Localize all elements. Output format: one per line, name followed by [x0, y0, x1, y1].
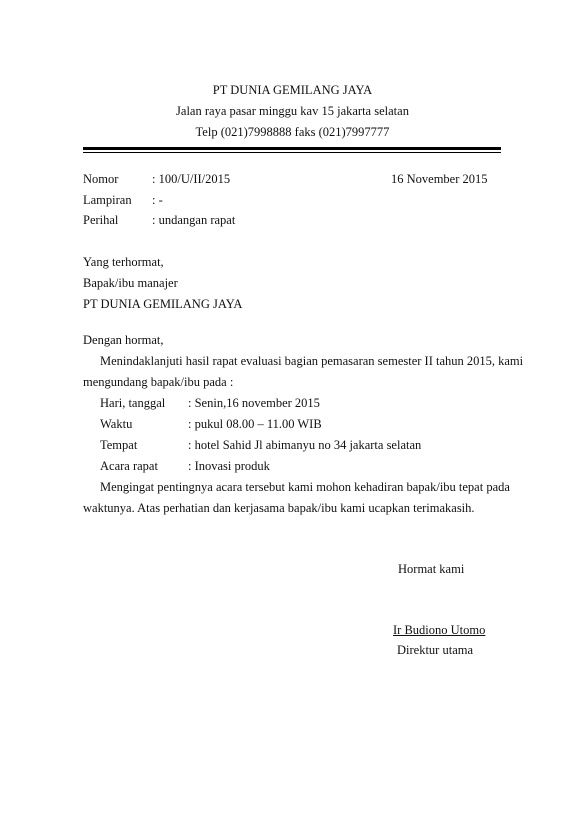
greeting: Dengan hormat, — [83, 333, 164, 347]
detail-value: : Inovasi produk — [188, 459, 270, 473]
paragraph-2-line-2: waktunya. Atas perhatian dan kerjasama bapak/ibu kami ucapkan terimakasih. — [83, 501, 475, 515]
signer-title: Direktur utama — [397, 643, 474, 657]
detail-value: : pukul 08.00 – 11.00 WIB — [188, 417, 322, 431]
company-address: Jalan raya pasar minggu kav 15 jakarta selatan — [176, 104, 409, 118]
company-name: PT DUNIA GEMILANG JAYA — [212, 83, 373, 97]
closing-salutation: Hormat kami — [398, 562, 465, 576]
detail-label: Hari, tanggal — [100, 396, 166, 410]
perihal-value: : undangan rapat — [152, 213, 236, 227]
signer-name: Ir Budiono Utomo — [393, 623, 486, 637]
detail-label: Tempat — [100, 438, 138, 452]
letter-date: 16 November 2015 — [391, 172, 488, 186]
letterhead-divider-thin — [83, 152, 501, 153]
nomor-value: : 100/U/II/2015 — [152, 172, 231, 186]
paragraph-1-line-2: mengundang bapak/ibu pada : — [83, 375, 234, 389]
perihal-label: Perihal — [83, 213, 119, 227]
letterhead-divider-thick — [83, 147, 501, 150]
recipient-salutation: Yang terhormat, — [83, 255, 164, 269]
detail-label: Waktu — [100, 417, 133, 431]
lampiran-value: : - — [152, 193, 163, 207]
paragraph-1-line-1: Menindaklanjuti hasil rapat evaluasi bagian pemasaran semester II tahun 2015, kami — [100, 354, 524, 368]
detail-value: : hotel Sahid Jl abimanyu no 34 jakarta selatan — [188, 438, 422, 452]
detail-value: : Senin,16 november 2015 — [188, 396, 320, 410]
paragraph-2-line-1: Mengingat pentingnya acara tersebut kami mohon kehadiran bapak/ibu tepat pada — [100, 480, 510, 494]
company-contact: Telp (021)7998888 faks (021)7997777 — [195, 125, 390, 139]
lampiran-label: Lampiran — [83, 193, 132, 207]
detail-label: Acara rapat — [100, 459, 158, 473]
nomor-label: Nomor — [83, 172, 119, 186]
recipient-company: PT DUNIA GEMILANG JAYA — [83, 297, 243, 311]
recipient-position: Bapak/ibu manajer — [83, 276, 178, 290]
